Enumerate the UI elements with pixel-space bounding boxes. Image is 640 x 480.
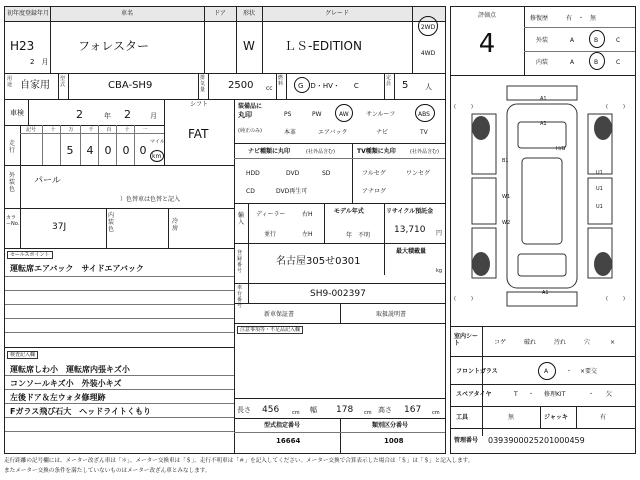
footer-line-2: またメーター交換の条件を満たしていないものはメーター改ざん車とみなします。 xyxy=(4,468,211,474)
equip-navi: ナビ xyxy=(376,129,389,136)
fuel-vertical: 燃料 xyxy=(278,75,284,87)
nav-hdd: HDD xyxy=(246,170,260,177)
drive-4wd: 4WD xyxy=(420,50,436,57)
class-no: 1008 xyxy=(384,437,404,445)
fuel-options: G D・HV・ C xyxy=(298,82,359,90)
model-year-value: 年 不明 xyxy=(346,232,371,239)
tv-note: (社外品含む) xyxy=(410,149,439,155)
recycle-vertical: 冷房 xyxy=(172,218,179,232)
max-load-label: 最大積載量 xyxy=(396,248,427,255)
mark-right-u1b: U1 xyxy=(596,186,603,192)
mgmt-label: 管理番号 xyxy=(454,437,479,444)
score-label: 評価点 xyxy=(477,12,496,19)
note-line-4: Fガラス飛び石大 ヘッドライトくもり xyxy=(10,407,151,416)
nav-dvd-play: DVD再生可 xyxy=(276,188,308,195)
paren-left-bottom: ( ) xyxy=(454,296,473,302)
nav-cd: CD xyxy=(246,188,255,195)
note-line-3: 左後ドア＆左ウォタ修理跡 xyxy=(10,393,106,402)
import-left-hand: 左H xyxy=(302,231,313,238)
spare-kit: 修理KIT xyxy=(544,391,566,398)
ext-grade-a: A xyxy=(570,37,575,44)
interior-color-label: 内装色 xyxy=(108,212,115,233)
wheel-rear-right xyxy=(594,252,612,276)
height-value: 167 xyxy=(404,405,422,415)
import-right-hand: 右H xyxy=(302,211,313,218)
seat-tear: 破れ xyxy=(524,339,537,346)
jack-label: ジャッキ xyxy=(544,414,568,421)
usage-value: 自家用 xyxy=(20,80,50,91)
mark-hood-a1: A1 xyxy=(540,121,547,127)
shaken-year: 2 xyxy=(76,108,83,121)
plate-vertical: 登録番号 xyxy=(237,250,243,274)
equip-abs: ABS xyxy=(418,111,430,118)
shift-label: シフト xyxy=(190,101,209,108)
mark-rear-a1: A1 xyxy=(542,290,549,296)
capacity-unit: 人 xyxy=(425,83,432,91)
exterior-color-vertical: 外装色 xyxy=(9,172,16,193)
car-name: フォレスター xyxy=(78,39,150,53)
usage-vertical: 用途 xyxy=(7,76,13,88)
type-cert-label: 型式指定番号 xyxy=(264,422,301,429)
ext-grade-b: B xyxy=(594,37,599,44)
color-no: 37J xyxy=(52,222,67,232)
paren-left-top: ( ) xyxy=(454,104,473,110)
chassis-number: SH9-002397 xyxy=(310,289,366,299)
digit-header-0: 記号 xyxy=(25,127,36,133)
capacity-vertical: 定員 xyxy=(386,75,392,87)
wheel-front-right xyxy=(594,116,612,140)
tools-value: 無 xyxy=(508,414,515,421)
windshield-label: フロントガラス xyxy=(456,368,498,375)
digit-header-1: 十 xyxy=(50,127,56,133)
class-label: 類別区分番号 xyxy=(372,422,409,429)
displacement-value: 2500 xyxy=(228,80,254,91)
windshield-replace: ×要交 xyxy=(580,368,598,375)
score-value: 4 xyxy=(478,29,496,59)
rear-window xyxy=(518,254,566,276)
grade-history-options: 有 ・ 無 xyxy=(566,15,597,22)
length-value: 456 xyxy=(262,405,280,415)
tv-title: TV種類に丸印 xyxy=(357,148,396,155)
tv-analog: アナログ xyxy=(362,188,387,195)
mark-left-b1: B1 xyxy=(502,158,509,164)
wheel-front-left xyxy=(472,116,490,140)
sales-points-label: セールスポイント xyxy=(7,251,53,259)
drive-2wd: 2WD xyxy=(420,24,436,31)
grade-label: グレード xyxy=(324,10,349,17)
equipment-label: 装備品に xyxy=(238,103,263,110)
equip-pw: PW xyxy=(312,111,322,118)
shape-value: W xyxy=(243,39,255,53)
equip-ps: PS xyxy=(284,111,292,118)
equip-tv: TV xyxy=(420,129,428,136)
equipment-label-sub: 丸印 xyxy=(238,111,252,119)
model-value: CBA-SH9 xyxy=(108,80,153,91)
capacity-value: 5 xyxy=(402,80,409,91)
shape-label: 形状 xyxy=(242,10,255,17)
tv-oneseg: ワンセグ xyxy=(406,170,431,177)
height-unit: cm xyxy=(432,410,440,416)
note-line-2: コンソールキズ小 外装小キズ xyxy=(10,379,122,388)
int-grade-c: C xyxy=(616,59,621,66)
first-reg-label: 初年度登録年月 xyxy=(6,10,49,17)
first-reg-month: 2 月 xyxy=(30,58,49,66)
jack-value: 有 xyxy=(600,414,607,421)
notice-label: 注意事項等・不足品記入欄 xyxy=(237,326,303,334)
color-no-label: カラーNo. xyxy=(6,215,20,227)
door-label: ドア xyxy=(214,10,226,17)
unit-mile: マイル xyxy=(150,139,165,145)
length-unit: cm xyxy=(292,410,300,416)
width-unit: cm xyxy=(364,410,372,416)
interior-seat-label: 室内シート xyxy=(454,333,479,347)
tools-label: 工具 xyxy=(456,414,469,421)
paren-right-bottom: ( ) xyxy=(606,296,625,302)
displacement-unit: cc xyxy=(266,85,273,92)
height-label: 高さ xyxy=(378,406,392,414)
int-label: 内装 xyxy=(536,59,549,66)
digit-header-3: 千 xyxy=(88,127,94,133)
shaken-month: 2 xyxy=(124,108,131,121)
equip-airbag: エアバック xyxy=(318,129,348,136)
exterior-color: パール xyxy=(34,176,61,186)
import-vertical: 輸入 xyxy=(238,212,245,226)
length-label: 長さ xyxy=(237,406,251,414)
inspector-label: 検査記入欄 xyxy=(7,351,38,359)
manual: 取扱説明書 xyxy=(376,311,407,318)
max-load-unit: kg xyxy=(436,268,443,274)
car-name-label: 車名 xyxy=(120,10,133,17)
mileage-digit-0: 5 xyxy=(66,144,74,157)
wheel-rear-left xyxy=(472,252,490,276)
windshield-dot: ・ xyxy=(566,368,573,375)
spare-t: T xyxy=(514,391,518,398)
seat-x: × xyxy=(610,339,616,346)
ext-grade-c: C xyxy=(616,37,621,44)
seat-stain: 汚れ xyxy=(554,339,567,346)
new-car-warranty: 新車保証書 xyxy=(264,311,295,318)
car-damage-diagram xyxy=(452,78,634,314)
model-year-label: モデル年式 xyxy=(334,208,364,215)
mgmt-no: 0393900025201000459 xyxy=(488,436,585,445)
digit-header-2: 万 xyxy=(68,127,74,133)
int-grade-a: A xyxy=(570,59,575,66)
spare-dot2: ・ xyxy=(588,391,595,398)
mileage-digit-2: 0 xyxy=(104,144,112,157)
paren-right-top: ( ) xyxy=(606,104,625,110)
mileage-digit-3: 0 xyxy=(122,144,130,157)
mark-right-u1c: U1 xyxy=(596,204,603,210)
recycle-label: リサイクル預託金 xyxy=(386,208,434,215)
footer-line-1: 走行距離の記号欄には、メーター改ざん車は「＊」、メーター交換車は「＄」、走行不明車は「＃」を記入してください。メーター交換で合算表示した場合は「＄」は「＄」と記入します。 xyxy=(4,458,474,464)
digit-header-5: 十 xyxy=(124,127,130,133)
mark-roof-hg: H/G xyxy=(556,146,566,152)
recycle-value: 13,710 xyxy=(394,225,426,235)
roof xyxy=(522,158,562,244)
shaken-month-unit: 月 xyxy=(150,112,157,120)
nav-note: (社外品含む) xyxy=(306,149,335,155)
spare-label: スペアタイヤ xyxy=(456,391,492,398)
type-cert: 16664 xyxy=(276,437,301,445)
mark-right-u1: U1 xyxy=(596,170,603,176)
plate-number: 名古屋305せ0301 xyxy=(276,256,361,267)
width-value: 178 xyxy=(336,405,354,415)
grade-value: ＬＳ-EDITION xyxy=(284,39,362,53)
shaken-year-unit: 年 xyxy=(104,112,111,120)
mark-left-w1: W1 xyxy=(502,194,511,200)
left-door xyxy=(472,178,496,224)
digit-header-6: 一 xyxy=(142,127,148,133)
unit-km: km xyxy=(152,153,162,160)
mileage-digit-1: 4 xyxy=(86,144,94,157)
right-door xyxy=(588,178,612,224)
shaken-label: 車検 xyxy=(10,109,24,117)
model-vertical: 型式 xyxy=(60,76,66,88)
seat-hole: 穴 xyxy=(584,339,591,346)
int-grade-b: B xyxy=(594,59,599,66)
nav-title: ナビ種類に丸印 xyxy=(248,148,291,155)
sales-points: 運転席エアバック サイドエアバック xyxy=(10,264,144,273)
import-dealer: ディーラー xyxy=(256,211,286,218)
equip-sunroof: サンルーフ xyxy=(366,111,396,118)
spare-missing: 欠 xyxy=(606,391,613,398)
mark-left-w2: W2 xyxy=(502,220,511,226)
note-line-1: 運転席しわ小 運転席内張キズ小 xyxy=(10,365,130,374)
recycle-unit: 円 xyxy=(436,230,443,237)
ext-label: 外装 xyxy=(536,37,549,44)
seat-burn: コゲ xyxy=(494,339,507,346)
mark-front-a1: A1 xyxy=(540,96,547,102)
equip-aw: AW xyxy=(339,111,349,118)
width-label: 幅 xyxy=(310,406,317,414)
grade-history-label: 修復歴 xyxy=(530,15,549,22)
digit-header-4: 百 xyxy=(106,127,112,133)
nav-sd: SD xyxy=(322,170,331,177)
equipment-note: (純正のみ) xyxy=(238,128,262,134)
mileage-digit-4: 0 xyxy=(139,144,147,157)
tv-fullseg: フルセグ xyxy=(362,170,386,177)
import-parallel: 並行 xyxy=(264,231,277,238)
mileage-vertical: 走行 xyxy=(9,140,16,154)
equip-leather: 本革 xyxy=(284,129,297,136)
nav-dvd: DVD xyxy=(286,170,300,177)
spare-dot1: ・ xyxy=(528,391,535,398)
shift-value: FAT xyxy=(188,127,209,141)
displacement-vertical: 排気量 xyxy=(200,75,206,93)
windshield-a: A xyxy=(544,368,549,375)
first-reg-year: H23 xyxy=(10,39,35,53)
chassis-vertical: 車台番号 xyxy=(237,285,243,309)
color-change-note: ）色替車は色替と記入 xyxy=(120,196,181,203)
